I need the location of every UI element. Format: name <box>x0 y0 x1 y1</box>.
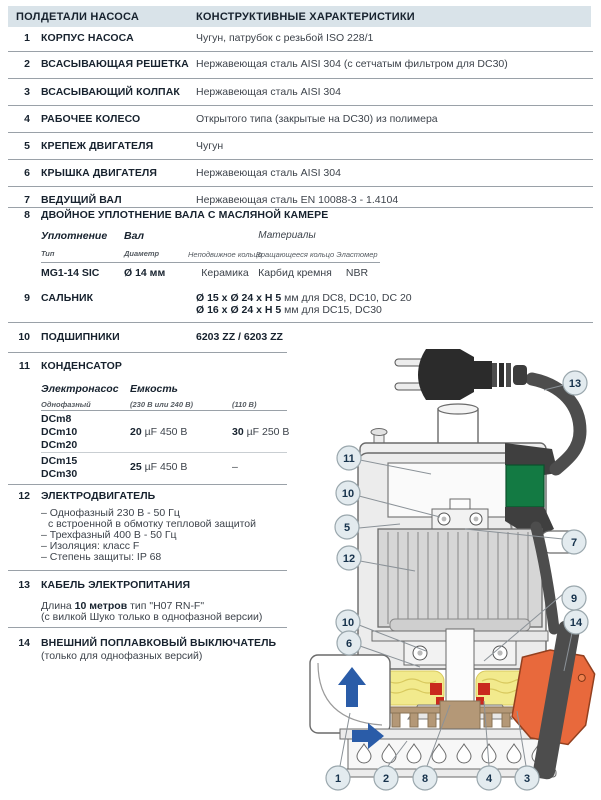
shaft-col-header: Вал <box>124 230 145 242</box>
callout-14 <box>564 610 588 634</box>
stationary-ring-value: Керамика <box>201 267 249 279</box>
row-separator <box>8 627 287 628</box>
part-name: ВНЕШНИЙ ПОПЛАВКОВЫЙ ВЫКЛЮЧАТЕЛЬ <box>41 637 277 649</box>
part-name: КОРПУС НАСОСА <box>41 32 134 44</box>
svg-text:14: 14 <box>569 617 583 629</box>
row-num: 1 <box>24 32 30 44</box>
part-name: САЛЬНИК <box>41 292 94 304</box>
part-desc: Нержавеющая сталь AISI 304 <box>196 86 341 98</box>
voltage-110-subheader: (110 В) <box>232 400 257 409</box>
svg-text:1: 1 <box>334 773 342 785</box>
callout-7 <box>562 530 586 554</box>
callout-13 <box>563 371 587 395</box>
callout-4 <box>477 766 501 790</box>
callout-12 <box>337 546 361 570</box>
capacity-110-group1: 30 µF 250 В <box>232 426 290 438</box>
subtable-separator <box>41 262 380 263</box>
col-header-position: ПОЛ. <box>16 11 44 23</box>
part-name: КОНДЕНСАТОР <box>41 360 123 372</box>
svg-text:11: 11 <box>343 453 355 465</box>
motor-spec-line: – Трехфазный 400 В - 50 Гц <box>41 529 177 541</box>
model-name: DCm20 <box>41 439 78 451</box>
callout-5 <box>335 515 359 539</box>
motor-spec-line: с встроенной в обмотку тепловой защитой <box>48 518 256 530</box>
svg-text:7: 7 <box>570 537 578 549</box>
row-num: 6 <box>24 167 30 179</box>
elastomer-value: NBR <box>345 267 369 279</box>
voltage-230-subheader: (230 В или 240 В) <box>130 400 194 409</box>
motor-stator <box>378 529 542 631</box>
part-name: ВСАСЫВАЮЩАЯ РЕШЕТКА <box>41 58 189 70</box>
svg-text:8: 8 <box>421 773 429 785</box>
row-separator <box>8 484 287 485</box>
subtable-separator <box>41 410 287 411</box>
callout-11 <box>337 446 361 470</box>
motor-spec-line: – Изоляция: класс F <box>41 540 140 552</box>
part-desc: Нержавеющая сталь EN 10088-3 - 1.4104 <box>196 194 399 206</box>
col-header-characteristics: КОНСТРУКТИВНЫЕ ХАРАКТЕРИСТИКИ <box>196 11 415 23</box>
svg-text:6: 6 <box>345 638 353 650</box>
svg-text:3: 3 <box>523 773 531 785</box>
row-num: 3 <box>24 86 30 98</box>
svg-text:4: 4 <box>485 773 493 785</box>
part-name: КРЫШКА ДВИГАТЕЛЯ <box>41 167 158 179</box>
part-desc: Нержавеющая сталь AISI 304 <box>196 167 341 179</box>
row-separator <box>8 159 593 160</box>
row-num: 7 <box>24 194 30 206</box>
callout-9 <box>562 586 586 610</box>
bearings-value: 6203 ZZ / 6203 ZZ <box>196 331 283 343</box>
col-header-parts: ДЕТАЛИ НАСОСА <box>41 11 140 23</box>
callout-10-upper <box>336 481 360 505</box>
svg-text:12: 12 <box>342 553 356 565</box>
power-plug <box>395 349 527 400</box>
row-separator <box>8 207 593 208</box>
motor-spec-line: – Степень защиты: IP 68 <box>41 551 162 563</box>
elastomer-subheader: Эластомер <box>336 250 378 259</box>
row-num: 5 <box>24 140 30 152</box>
part-desc: Чугун <box>196 140 224 152</box>
model-name: DCm8 <box>41 413 72 425</box>
capacity-110-group2: – <box>232 461 238 473</box>
row-num: 9 <box>24 292 30 304</box>
callout-10-lower <box>336 610 360 634</box>
row-separator <box>8 105 593 106</box>
part-desc: Чугун, патрубок с резьбой ISO 228/1 <box>196 32 374 44</box>
materials-col-header: Материалы <box>258 230 316 241</box>
gland-size-line1: Ø 15 x Ø 24 x H 5 мм для DC8, DC10, DC 20 <box>196 292 412 304</box>
part-name: КАБЕЛЬ ЭЛЕКТРОПИТАНИЯ <box>41 579 191 591</box>
rotating-ring-value: Карбид кремня <box>258 267 332 279</box>
row-num: 4 <box>24 113 30 125</box>
row-separator <box>8 322 593 323</box>
model-name: DCm10 <box>41 426 78 438</box>
gland-size-line2: Ø 16 x Ø 24 x H 5 мм для DC15, DC30 <box>196 304 382 316</box>
callout-1 <box>326 766 350 790</box>
part-name: КРЕПЕЖ ДВИГАТЕЛЯ <box>41 140 154 152</box>
type-subheader: Тип <box>41 249 55 258</box>
cable-length-line: Длина 10 метров тип "H07 RN-F" <box>41 600 205 612</box>
part-desc: Открытого типа (закрытые на DC30) из полимера <box>196 113 438 125</box>
callout-3 <box>515 766 539 790</box>
svg-text:9: 9 <box>570 593 578 605</box>
part-desc: Нержавеющая сталь AISI 304 (с сетчатым фильтром для DC30) <box>196 58 508 70</box>
seal-type-value: MG1-14 SIC <box>41 267 100 279</box>
row-num: 10 <box>18 331 30 343</box>
diameter-subheader: Диаметр <box>124 249 160 258</box>
part-name: ЭЛЕКТРОДВИГАТЕЛЬ <box>41 490 156 502</box>
svg-text:10: 10 <box>341 617 355 629</box>
float-note-line: (только для однофазных версий) <box>41 650 203 662</box>
row-num: 12 <box>18 490 30 502</box>
subtable-group-separator <box>41 452 287 453</box>
row-separator <box>8 78 593 79</box>
capacity-230-group1: 20 µF 450 В <box>130 426 188 438</box>
row-num: 13 <box>18 579 30 591</box>
part-name: ВЕДУЩИЙ ВАЛ <box>41 194 122 206</box>
capacity-230-group2: 25 µF 450 В <box>130 461 188 473</box>
seal-col-header: Уплотнение <box>41 230 108 242</box>
svg-text:10: 10 <box>341 488 355 500</box>
callout-6 <box>337 631 361 655</box>
stationary-ring-subheader: Неподвижное кольцо <box>187 250 262 259</box>
row-separator <box>8 132 593 133</box>
part-name: ВСАСЫВАЮЩИЙ КОЛПАК <box>41 86 180 98</box>
svg-text:13: 13 <box>568 378 582 390</box>
capacity-col-header: Емкость <box>130 383 178 395</box>
svg-text:2: 2 <box>382 773 390 785</box>
row-num: 11 <box>18 360 30 372</box>
row-separator <box>8 51 593 52</box>
part-name: РАБОЧЕЕ КОЛЕСО <box>41 113 141 125</box>
row-num: 2 <box>24 58 30 70</box>
cable-plug-line: (с вилкой Шуко только в однофазной версии) <box>41 611 263 623</box>
callout-2 <box>374 766 398 790</box>
row-num: 8 <box>24 209 30 221</box>
pump-col-header: Электронасос <box>41 383 119 395</box>
row-separator <box>8 570 287 571</box>
single-phase-subheader: Однофазный <box>41 400 91 409</box>
model-name: DCm15 <box>41 455 78 467</box>
rotating-ring-subheader: Вращающееся кольцо <box>255 250 335 259</box>
pump-cross-section-diagram <box>300 333 601 800</box>
section-title: ДВОЙНОЕ УПЛОТНЕНИЕ ВАЛА С МАСЛЯНОЙ КАМЕРЕ <box>41 209 329 221</box>
model-name: DCm30 <box>41 468 78 480</box>
callout-8 <box>413 766 437 790</box>
svg-text:5: 5 <box>343 522 351 534</box>
part-name: ПОДШИПНИКИ <box>41 331 120 343</box>
motor-spec-line: – Однофазный 230 В - 50 Гц <box>41 507 180 519</box>
shaft-diameter-value: Ø 14 мм <box>124 267 166 279</box>
row-separator <box>8 352 287 353</box>
row-num: 14 <box>18 637 30 649</box>
row-separator <box>8 186 593 187</box>
